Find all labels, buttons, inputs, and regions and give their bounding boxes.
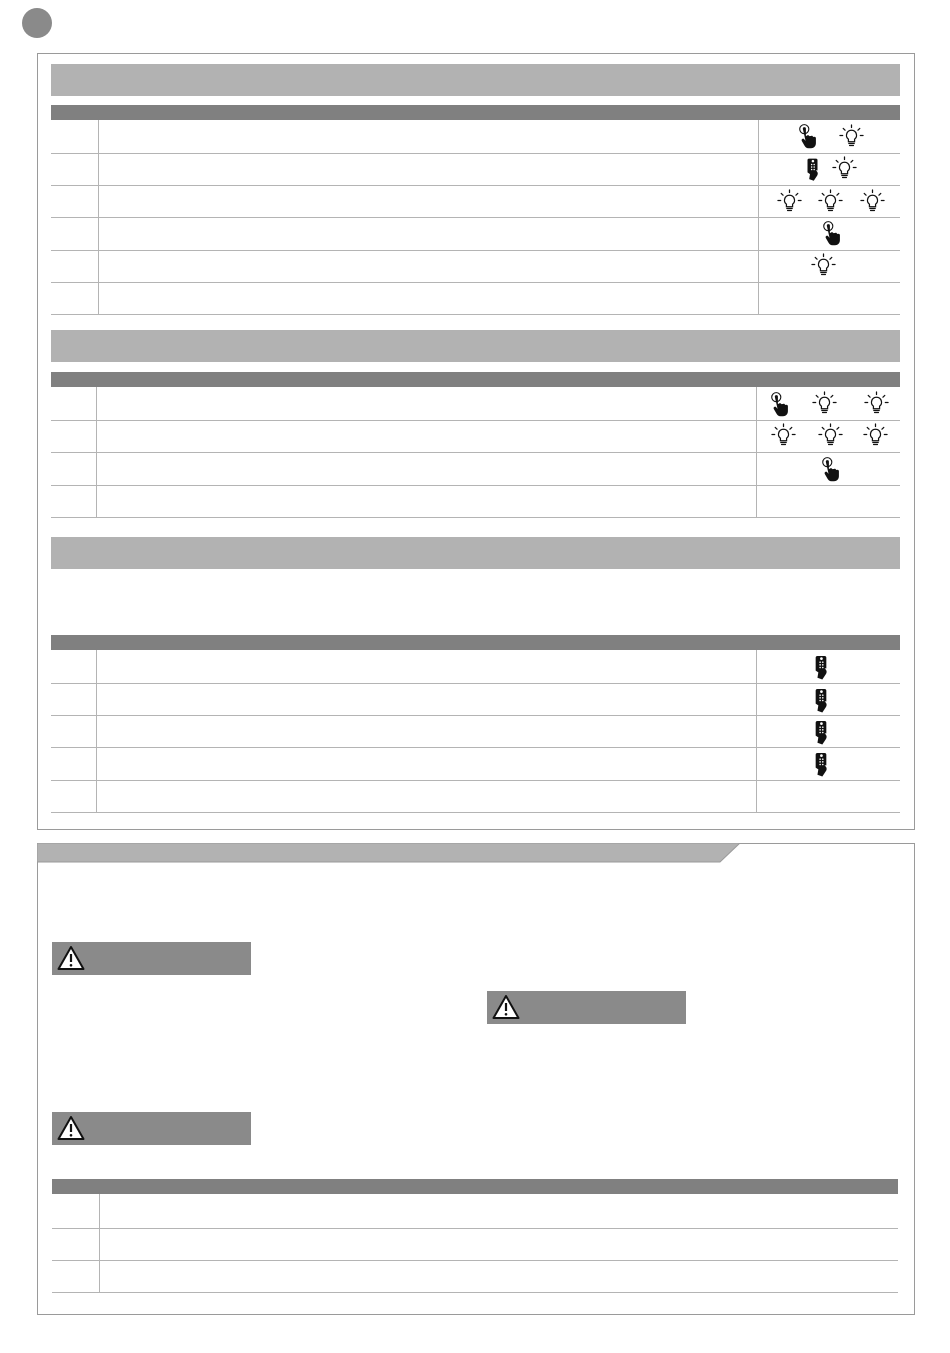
warning-icon <box>57 945 85 971</box>
table-row <box>51 715 900 748</box>
table-row <box>51 452 900 486</box>
hand-press-icon <box>820 456 840 482</box>
remote-control-icon <box>805 157 820 182</box>
hand-press-icon <box>769 391 789 417</box>
table-row <box>51 650 900 684</box>
page-marker <box>22 8 52 38</box>
remote-control-icon <box>813 719 829 746</box>
table-row <box>51 153 900 186</box>
remote-control-icon <box>813 751 829 778</box>
bulb-icon <box>777 189 802 214</box>
bottom-table-header <box>52 1179 898 1194</box>
table-row <box>52 1260 898 1293</box>
section-3-title-band <box>51 537 900 569</box>
bulb-icon <box>832 156 857 181</box>
section-1-table <box>51 120 900 315</box>
section-3-table-header <box>51 635 900 650</box>
bulb-icon <box>863 423 888 448</box>
section-1-table-header <box>51 105 900 120</box>
bulb-icon <box>812 391 837 416</box>
section-2-table-header <box>51 372 900 387</box>
bottom-table <box>52 1194 898 1294</box>
table-row <box>51 485 900 518</box>
table-row <box>51 120 900 154</box>
bulb-icon <box>771 423 796 448</box>
hand-press-icon <box>797 123 817 149</box>
table-row <box>52 1194 898 1229</box>
remote-control-icon <box>813 654 829 681</box>
hand-press-icon <box>821 220 841 246</box>
bulb-icon <box>839 124 864 149</box>
table-row <box>51 185 900 218</box>
table-row <box>51 780 900 813</box>
table-row <box>51 683 900 716</box>
bulb-icon <box>818 423 843 448</box>
panel-tab-header <box>37 843 742 863</box>
table-row <box>51 217 900 251</box>
remote-control-icon <box>813 687 829 714</box>
section-2-title-band <box>51 330 900 362</box>
table-row <box>52 1228 898 1261</box>
table-row <box>51 250 900 283</box>
table-row <box>51 747 900 781</box>
section-3-table <box>51 650 900 813</box>
section-1-title-band <box>51 64 900 96</box>
table-row <box>51 282 900 315</box>
bulb-icon <box>864 391 889 416</box>
warning-icon <box>57 1115 85 1141</box>
bulb-icon <box>811 253 836 278</box>
warning-icon <box>492 994 520 1020</box>
bulb-icon <box>818 189 843 214</box>
bulb-icon <box>860 189 885 214</box>
